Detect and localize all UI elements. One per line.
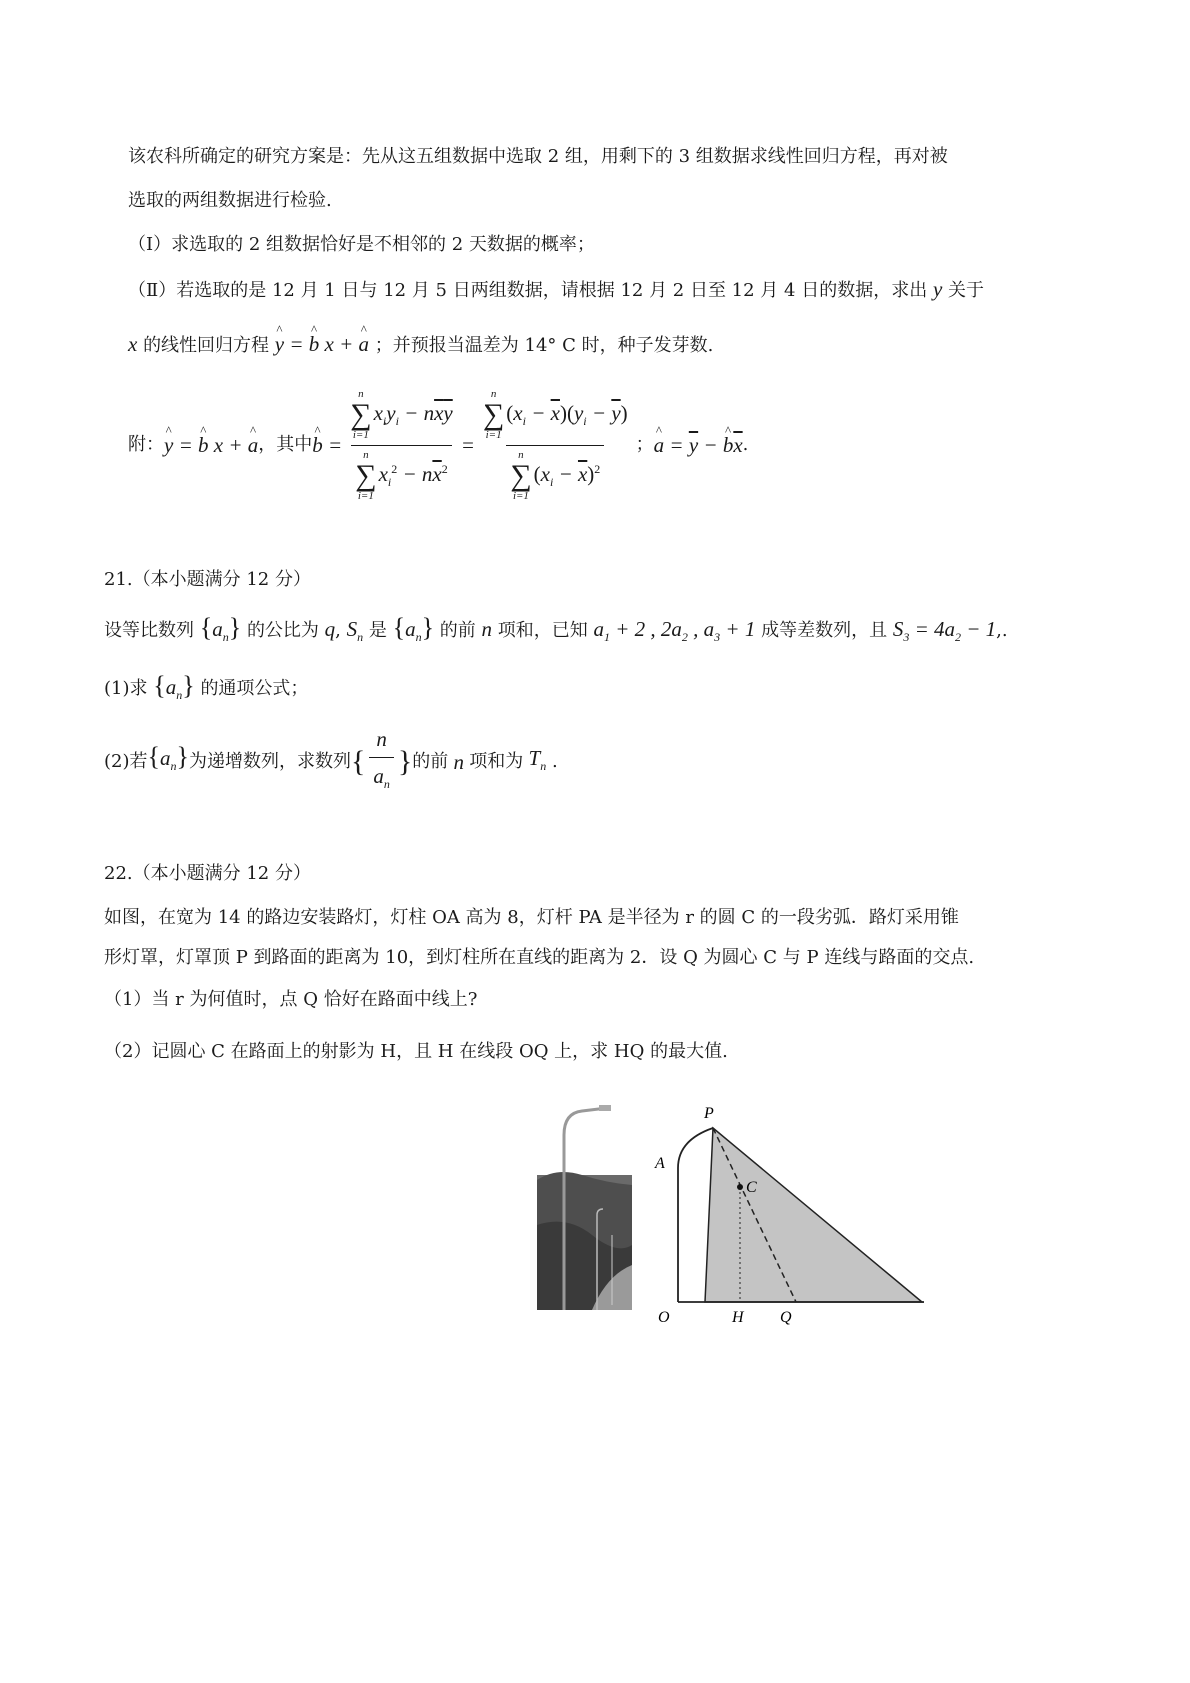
seq-an: $\{a_n\}$: [199, 613, 242, 645]
b-hat-formula: ^ b = n ∑ i=1 $x_iy_i - n\overline{x}\overline{y}$ n ∑ i=1 $x_i^2 - n\overline{x}^2$ = n ∑ i=1 $(x_i - \overline{x})(y_i - \overline{y})$ n ∑ i=1 $(x_i - \overline{x})^2$: [312, 389, 635, 502]
q22-line-2: 形灯罩，灯罩顶 P 到路面的距离为 10，到灯柱所在直线的距离为 2．设 Q 为圆心 C 与 P 连线与路面的交点.: [104, 947, 975, 968]
var-x: x: [128, 332, 138, 356]
q21-part2-text-c: 的前: [412, 751, 449, 772]
appendix-formula: [128, 385, 748, 505]
seq-an-3: $\{a_n\}$: [153, 671, 195, 703]
label-H: H: [732, 1309, 744, 1326]
appendix-eq-1: ^ y = ^ b x + ^ a: [164, 431, 258, 459]
geometry-diagram: [650, 1100, 940, 1330]
street-lamp-photo: [537, 1105, 632, 1310]
q22-header: 22.（本小题满分 12 分）: [104, 863, 311, 884]
lamp-cone-region: [705, 1128, 922, 1302]
var-Tn: $T_n$: [523, 745, 547, 774]
seq-n-over-an: { $\frac{n}{a_n}$ }: [351, 725, 412, 798]
appendix-end: .: [742, 434, 749, 455]
label-C: C: [746, 1179, 757, 1196]
s3-condition: $S_3 = 4a_2 - 1$: [892, 617, 997, 645]
appendix-mid: ，其中: [258, 434, 313, 455]
street-lamp-photo-svg: [537, 1105, 632, 1310]
var-q: q: [324, 617, 336, 641]
q21-part1-text-b: 的通项公式；: [200, 678, 309, 699]
q22-part-2: （2）记圆心 C 在路面上的射影为 H，且 H 在线段 OQ 上，求 HQ 的最大值.: [104, 1041, 728, 1062]
q21-part-1: [104, 672, 308, 709]
q21-text-6: 成等差数列，且: [761, 620, 888, 641]
q21-text-1: 设等比数列: [104, 620, 194, 641]
label-P: P: [704, 1105, 714, 1122]
var-Sn: $S_n$: [346, 617, 364, 645]
center-point-C: [737, 1184, 743, 1190]
label-Q: Q: [780, 1309, 792, 1326]
label-O: O: [658, 1309, 670, 1326]
q21-part2-text: (2)若: [104, 751, 148, 772]
q21-text-5: 项和，已知: [497, 620, 588, 641]
prev-question-2-line-2: [128, 330, 713, 360]
regression-label: 的线性回归方程: [143, 335, 270, 356]
prev-question-2-text-b: 关于: [948, 280, 985, 301]
appendix-sep: ；: [635, 434, 654, 455]
label-A: A: [655, 1155, 665, 1172]
terms: $a_1 + 2$ , $2a_2$ , $a_3 + 1$: [593, 617, 756, 645]
q21-part2-text-b: 为递增数列，求数列: [188, 751, 351, 772]
prev-question-1: （Ⅰ）求选取的 2 组数据恰好是不相邻的 2 天数据的概率；: [128, 234, 595, 255]
prev-text-line-1: 该农科所确定的研究方案是：先从这五组数据中选取 2 组，用剩下的 3 组数据求线性回归方程，再对被: [128, 146, 948, 167]
q22-part-1: （1）当 r 为何值时，点 Q 恰好在路面中线上?: [104, 989, 478, 1010]
regression-equation: ^ y = ^ b x + ^ a: [275, 332, 369, 356]
var-y: y: [932, 277, 943, 301]
fraction-2: n ∑ i=1 $(x_i - \overline{x})(y_i - \overline{y})$ n ∑ i=1 $(x_i - \overline{x})^2$: [482, 387, 628, 502]
seq-an-2: $\{a_n\}$: [392, 613, 435, 645]
fraction-1: n ∑ i=1 $x_iy_i - n\overline{x}\overline{y}$ n ∑ i=1 $x_i^2 - n\overline{x}^2$: [350, 387, 453, 502]
a-hat-formula: ^ $a = \overline{y}$ − ^ $b\overline{x}$: [654, 431, 743, 459]
var-n: n: [481, 617, 493, 641]
q21-header: 21.（本小题满分 12 分）: [104, 569, 311, 590]
q21-statement: 设等比数列 $\{a_n\}$ 的公比为 q, $S_n$ 是 $\{a_n\}$ 的前 n 项和，已知 $a_1 + 2$ , $2a_2$ , $a_3 + 1$ 成等差数列，且 $S_3 = 4a_2 - 1$,.: [104, 613, 1008, 645]
appendix-label: 附：: [128, 434, 164, 455]
q21-part1-text: (1)求: [104, 678, 148, 699]
prediction-text: ；并预报当温差为 14° C 时，种子发芽数.: [374, 335, 714, 356]
q21-part-2: (2)若 $\{a_n\}$ 为递增数列，求数列 { $\frac{n}{a_n}$ } 的前 n 项和为 $T_n$ .: [104, 730, 558, 794]
var-n-2: n: [448, 750, 470, 774]
q21-part2-text-d: 项和为: [469, 751, 524, 772]
prev-text-line-2: 选取的两组数据进行检验.: [128, 190, 332, 211]
q21-text-2: 的公比为: [246, 620, 319, 641]
prev-question-2-text: （Ⅱ）若选取的是 12 月 1 日与 12 月 5 日两组数据，请根据 12 月 2 日至 12 月 4 日的数据，求出: [128, 280, 928, 301]
prev-question-2-line-1: [128, 275, 984, 305]
seq-an-4: $\{a_n\}$: [147, 742, 189, 774]
q21-text-4: 的前: [439, 620, 476, 641]
lamp-arm-arc-PA: [678, 1128, 713, 1168]
q22-line-1: 如图，在宽为 14 的路边安装路灯，灯柱 OA 高为 8，灯杆 PA 是半径为 r 的圆 C 的一段劣弧．路灯采用锥: [104, 907, 959, 928]
q21-text-3: 是: [368, 620, 387, 641]
